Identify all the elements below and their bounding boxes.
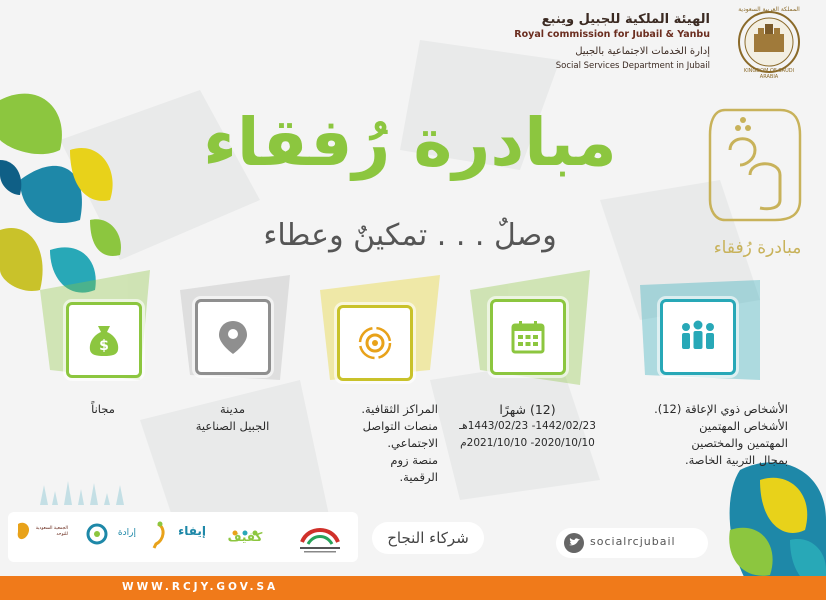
dept-name-en: Social Services Department in Jubail <box>555 61 710 71</box>
duration-line: 1442/02/23- 1443/02/23هـ <box>459 420 596 432</box>
target-line: بمجال التربية الخاصة. <box>684 453 788 467</box>
saudi-seal-icon <box>720 6 818 78</box>
initiative-title: مبادرة رُفقاء <box>203 104 617 181</box>
org-name-ar: الهيئة الملكية للجبيل وينبع <box>541 12 710 27</box>
target-line: الأشخاص المهتمين <box>699 419 788 433</box>
ministry-logo <box>290 520 350 556</box>
duration-desc <box>445 401 610 452</box>
partner-text: الجمعية السعودية للتوحد <box>35 526 68 537</box>
place-line: مدينة <box>219 402 246 416</box>
seal-text-top: المملكة العربية السعودية <box>738 6 800 13</box>
place-desc <box>170 401 295 435</box>
target-desc <box>610 401 788 469</box>
dept-name-ar: إدارة الخدمات الاجتماعية بالجبيل <box>575 46 710 57</box>
saudi-disability-assoc-logo <box>14 520 34 544</box>
eefaa-logo <box>148 520 168 550</box>
channels-line: الاجتماعي. <box>387 436 438 450</box>
gear-cycle-icon <box>355 323 395 363</box>
cost-card <box>66 302 142 378</box>
channels-line: منصات التواصل <box>362 419 438 433</box>
target-card <box>660 299 736 375</box>
footer-bar <box>0 576 826 600</box>
twitter-icon <box>564 533 584 553</box>
cost-line: مجاناً <box>91 402 115 416</box>
website-url[interactable]: WWW.RCJY.GOV.SA <box>122 581 279 593</box>
partner-logo-assoc <box>14 520 68 556</box>
partner-text: كفيف <box>227 530 263 544</box>
location-pin-icon <box>213 317 253 357</box>
partner-text: إيفاء <box>178 524 206 538</box>
rufaqa-logo-caption: مبادرة رُفقاء <box>713 238 802 258</box>
partner-logo-erada <box>86 522 136 554</box>
initiative-subtitle: وصلٌ . . . تمكينٌ وعطاء <box>263 218 557 253</box>
svg-text:$: $ <box>99 338 109 354</box>
social-handle: socialrcjubail <box>590 535 676 548</box>
channels-line: المراكز الثقافية. <box>361 402 438 416</box>
social-handle-box <box>556 528 708 558</box>
money-bag-icon <box>84 320 124 360</box>
place-card <box>195 299 271 375</box>
cost-desc <box>70 401 136 418</box>
partners-strip <box>8 512 358 562</box>
erada-logo <box>86 522 108 548</box>
rufaqa-logo <box>700 90 815 265</box>
duration-line: (12) شهرًا <box>499 402 556 417</box>
partner-logo-kafeef <box>220 522 270 554</box>
duration-line: 2020/10/10- 2021/10/10م <box>460 437 595 449</box>
channels-line: منصة زوم <box>390 453 438 467</box>
partners-label: شركاء النجاح <box>372 522 484 554</box>
duration-card <box>490 299 566 375</box>
target-line: المهتمين والمختصين <box>691 436 788 450</box>
partner-logo-eefaa <box>148 520 208 556</box>
org-name-en: Royal commission for Jubail & Yanbu <box>514 29 710 40</box>
people-group-icon <box>678 317 718 357</box>
partner-logo-ministry <box>290 520 350 556</box>
channels-line: الرقمية. <box>399 470 438 484</box>
seal-text-bottom: KINGDOM OF SAUDI ARABIA <box>743 68 795 80</box>
place-line: الجبيل الصناعية <box>195 419 270 433</box>
target-line: الأشخاص ذوي الإعاقة (12). <box>654 402 788 416</box>
channels-card <box>337 305 413 381</box>
channels-desc <box>306 401 438 486</box>
partner-text: إرادة <box>117 528 136 538</box>
calendar-icon <box>508 317 548 357</box>
